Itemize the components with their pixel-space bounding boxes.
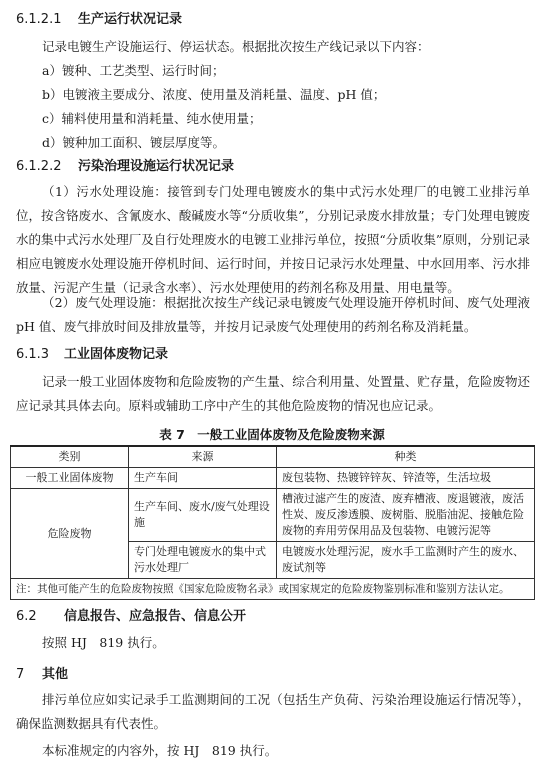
list-item: a）镀种、工艺类型、运行时间；: [42, 63, 225, 78]
heading-6-1-3: [16, 346, 168, 364]
list-item: b）电镀液主要成分、浓度、使用量及消耗量、温度、pH 值；: [42, 87, 386, 102]
paragraph-other-2: 本标准规定的内容外，按 HJ 819 执行。: [42, 743, 278, 758]
table-note: 注：其他可能产生的危险废物按照《国家危险废物名录》或国家规定的危险废物鉴别标准和鉴别方法认定。: [11, 579, 535, 600]
column-header: 类别: [11, 446, 129, 468]
heading-6-2: [16, 608, 246, 626]
column-header: 种类: [277, 446, 535, 468]
heading-7: [16, 666, 68, 684]
paragraph-solid-waste: 记录一般工业固体废物和危险废物的产生量、综合利用量、处置量、贮存量，危险废物还应记录其具体去向。原料或辅助工序中产生的其他危险废物的情况也应记录。: [16, 374, 530, 413]
waste-source-table: [10, 445, 535, 600]
section-number: 6.1.2.2: [16, 159, 62, 174]
table-cell: 一般工业固体废物: [11, 468, 129, 489]
paragraph-other: 排污单位应如实记录手工监测期间的工况（包括生产负荷、污染治理设施运行情况等），确保监测数据具有代表性。: [16, 692, 530, 731]
paragraph-wastewater: （1）污水处理设施：接管到专门处理电镀废水的集中式污水处理厂的电镀工业排污单位，按含铬废水、含氰废水、酸碱废水等“分质收集”，分别记录废水排放量；专门处理电镀废水的集中式污水处理厂及自行处理废水的电镀工业排污单位，按照“分质收集”原则，分别记录相应电镀废水处理设施开停机时间、运行时间，并按日记录污水处理量、中水回用率、污水排放量、污泥产生量（记录含水率）、污水处理使用的药剂名称及用量、用电量等。: [16, 184, 530, 295]
section-title: 污染治理设施运行状况记录: [78, 159, 235, 174]
table-cell: 生产车间: [129, 468, 277, 489]
table-caption: 表 7 一般工业固体废物及危险废物来源: [159, 427, 385, 442]
table-header-row: [11, 446, 535, 468]
table-cell: 生产车间、废水/废气处理设施: [129, 489, 277, 542]
paragraph-exhaust: （2）废气处理设施：根据批次按生产线记录电镀废气处理设施开停机时间、废气处理液 pH 值、废气排放时间及排放量等，并按月记录废气处理使用的药剂名称及消耗量。: [16, 295, 530, 334]
section-title: 其他: [42, 667, 69, 682]
paragraph-reporting: 按照 HJ 819 执行。: [42, 635, 165, 650]
table-cell: 电镀废水处理污泥，废水手工监测时产生的废水、废试剂等: [277, 542, 535, 579]
heading-6-1-2-2: [16, 158, 234, 176]
section-number: 6.2: [16, 609, 37, 624]
section-title: 工业固体废物记录: [64, 347, 169, 362]
table-cell: 废包装物、热镀锌锌灰、锌渣等，生活垃圾: [277, 468, 535, 489]
section-number: 6.1.2.1: [16, 12, 62, 27]
heading-6-1-2-1: [16, 11, 182, 29]
section-title: 生产运行状况记录: [78, 12, 183, 27]
table-row: [11, 468, 535, 489]
table-cell: 危险废物: [11, 489, 129, 579]
table-note-row: [11, 579, 535, 600]
table-row: [11, 489, 535, 542]
section-number: 7: [16, 667, 25, 682]
section-number: 6.1.3: [16, 347, 50, 362]
list-item: d）镀种加工面积、镀层厚度等。: [42, 135, 226, 150]
list-item: c）辅料使用量和消耗量、纯水使用量；: [42, 111, 262, 126]
section-title: 信息报告、应急报告、信息公开: [64, 609, 247, 624]
column-header: 来源: [129, 446, 277, 468]
table-cell: 专门处理电镀废水的集中式污水处理厂: [129, 542, 277, 579]
table-cell: 槽液过滤产生的废渣、废弃槽液、废退镀液，废活性炭、废反渗透膜、废树脂、脱脂油泥、接触危险废物的弃用劳保用品及包装物、电镀污泥等: [277, 489, 535, 542]
paragraph-intro: 记录电镀生产设施运行、停运状态。根据批次按生产线记录以下内容：: [42, 39, 430, 54]
